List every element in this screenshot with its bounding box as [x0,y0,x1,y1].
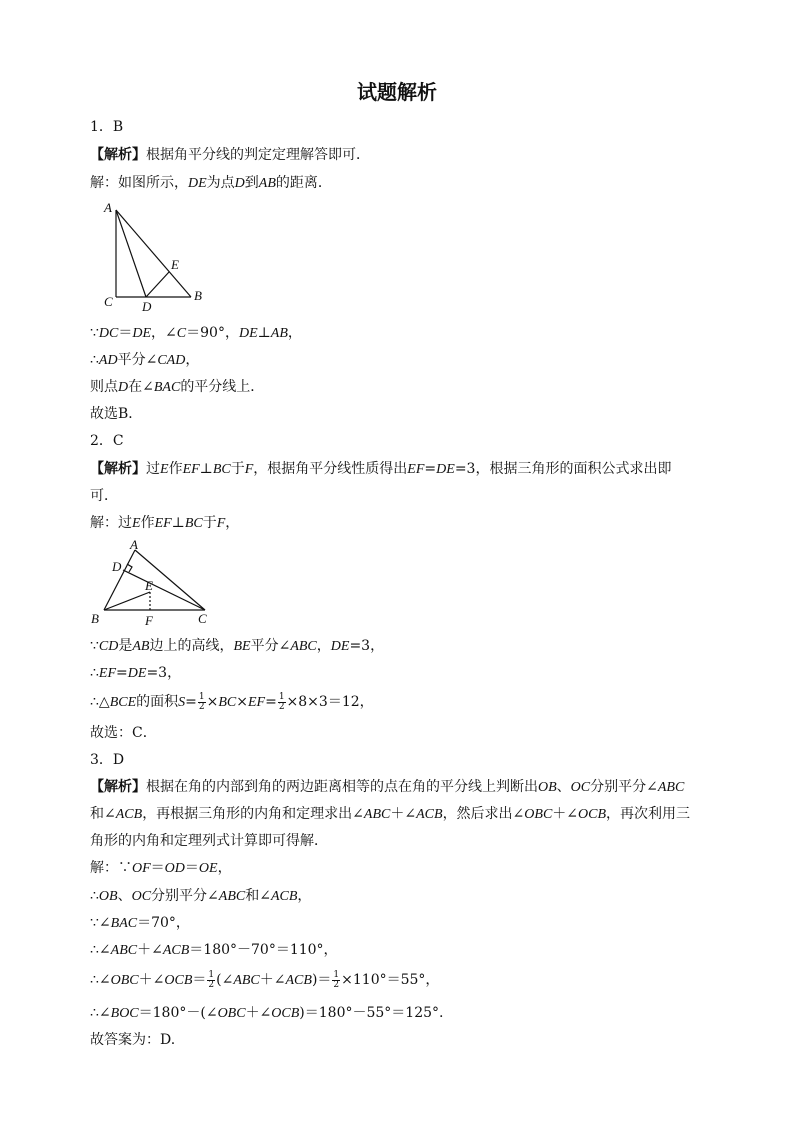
q2-figure [88,538,218,628]
q3-conclusion: 故答案为：D. [90,1032,176,1048]
q1-conclusion: 故选B． [90,406,143,422]
label-b: B [91,611,99,626]
q3-analysis: 【解析】根据在角的内部到角的两边距离相等的点在角的平分线上判断出OB、OC分别平分∠ABC [90,779,685,795]
label-e: E [145,578,153,593]
label-c: C [198,611,207,626]
label-e: E [171,257,179,272]
analysis-tag: 【解析】 [90,147,146,163]
q3-step2: ∵∠BAC＝70°， [90,915,190,931]
label-d: D [142,299,152,314]
q1-step3: 则点D在∠BAC的平分线上． [90,379,265,395]
q3-step4: ∴∠OBC＋∠OCB＝ $\frac{1}{2}$ (∠ABC＋∠ACB)＝ $\frac{1}{2}$ ×110°＝55°， [90,969,440,990]
label-a: A [104,200,112,215]
q2-analysis-cont: 可． [90,488,118,504]
q3-answer: 3．D [90,752,125,768]
q2-step1: ∵CD是AB边上的高线，BE平分∠ABC，DE=3， [90,638,385,654]
label-c: C [104,294,113,309]
analysis-text: 根据角平分线的判定定理解答即可． [146,147,370,163]
q2-analysis: 【解析】过E作EF⊥BC于F，根据角平分线性质得出EF=DE=3，根据三角形的面积公式求出即 [90,461,672,477]
q3-analysis-cont2: 角形的内角和定理列式计算即可得解． [90,833,328,849]
q3-step3: ∴∠ABC＋∠ACB＝180°－70°＝110°， [90,942,338,958]
label-b: B [194,288,202,303]
label-d: D [112,559,122,574]
fraction-half: $\frac{1}{2}$ [333,969,340,990]
q1-analysis [90,145,370,165]
q3-step5: ∴∠BOC＝180°－(∠OBC＋∠OCB)＝180°－55°＝125°. [90,1005,444,1021]
q1-answer: 1．B [90,119,124,135]
q2-answer: 2．C [90,433,124,449]
q3-solve: 解：∵OF＝OD＝OE， [90,860,232,876]
q3-analysis-cont1: 和∠ACB，再根据三角形的内角和定理求出∠ABC＋∠ACB，然后求出∠OBC＋∠OCB，再次利用三 [90,806,691,822]
q1-solve: 解：如图所示，DE为点D到AB的距离． [90,175,332,191]
fraction-half: $\frac{1}{2}$ [278,691,285,712]
q1-figure [96,196,216,316]
q2-conclusion: 故选：C． [90,725,157,741]
fraction-half: $\frac{1}{2}$ [198,691,205,712]
page-title: 试题解析 [357,80,437,104]
q3-step1: ∴OB、OC分别平分∠ABC和∠ACB， [90,888,312,904]
q1-step1: ∵DC＝DE，∠C＝90°，DE⊥AB， [90,325,302,341]
q1-step2: ∴AD平分∠CAD， [90,352,200,368]
fraction-half: $\frac{1}{2}$ [208,969,215,990]
label-a: A [130,538,138,552]
q2-step3: ∴△BCE的面积S= $\frac{1}{2}$ ×BC×EF= $\frac{1}{2}$ ×8×3＝12， [90,691,374,712]
label-f: F [145,613,153,628]
q2-solve: 解：过E作EF⊥BC于F， [90,515,240,531]
q2-step2: ∴EF=DE=3， [90,665,182,681]
